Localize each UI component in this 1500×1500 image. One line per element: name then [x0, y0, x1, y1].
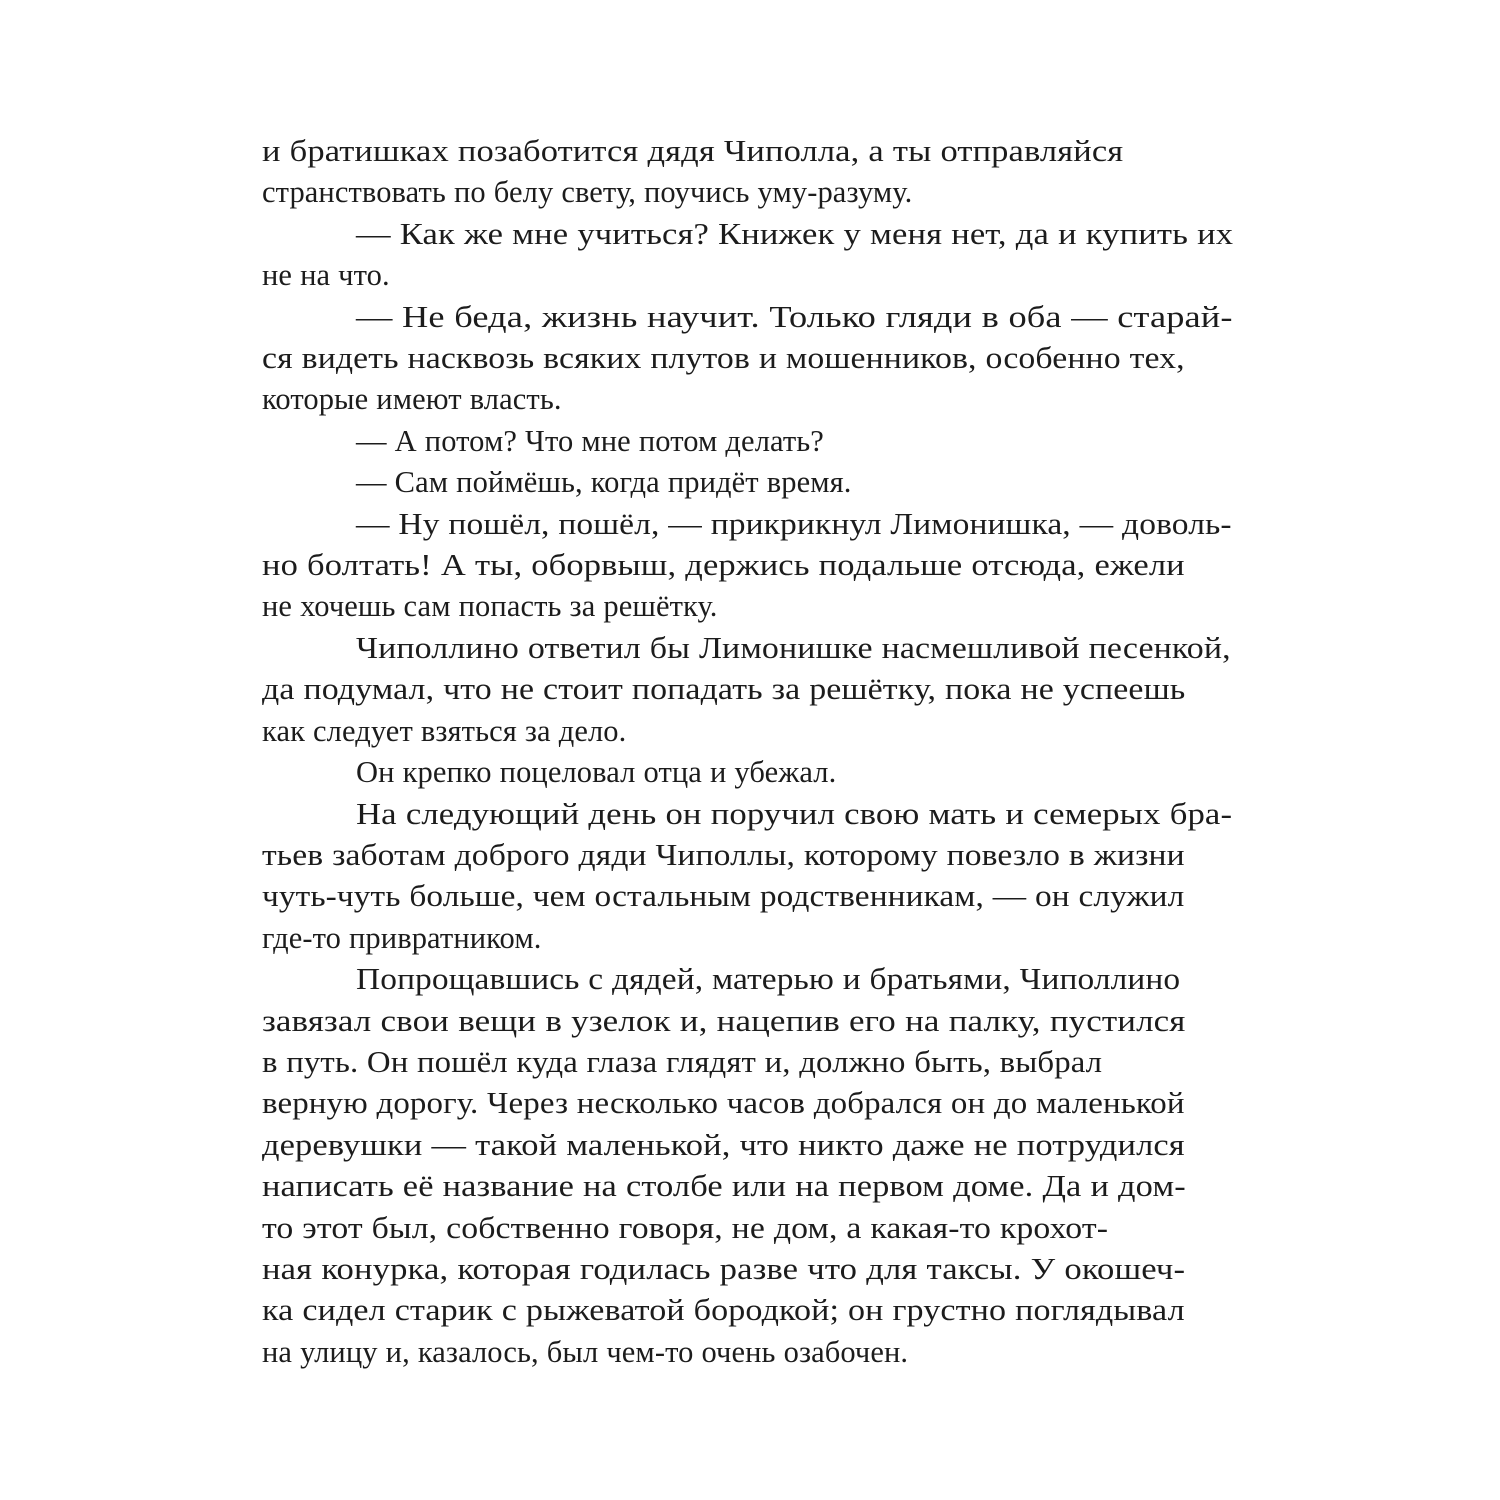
text-line: не хочешь сам попасть за решётку.	[262, 589, 718, 624]
text-line: на улицу и, казалось, был чем-то очень озабочен.	[262, 1334, 909, 1369]
paragraph	[262, 131, 1182, 214]
text-line: да подумал, что не стоит попадать за решётку, пока не успеешь	[262, 672, 1186, 707]
text-line: На следующий день он поручил свою мать и семерых бра-	[356, 796, 1233, 831]
paragraph	[262, 752, 1182, 793]
paragraph	[262, 297, 1233, 421]
text-line: — А потом? Что мне потом делать?	[356, 423, 824, 458]
text-line: странствовать по белу свету, поучись уму-разуму.	[262, 175, 913, 210]
paragraph	[262, 794, 1233, 960]
text-line: где-то привратником.	[262, 920, 542, 955]
text-line: не на что.	[262, 258, 390, 293]
text-line: — Ну пошёл, пошёл, — прикрикнул Лимонишка, — доволь-	[356, 506, 1232, 541]
text-line: но болтать! А ты, оборвыш, держись подальше отсюда, ежели	[262, 548, 1185, 583]
paragraph	[262, 462, 1182, 503]
paragraph	[262, 628, 1231, 752]
paragraph	[262, 421, 1182, 462]
text-line: Чиполлино ответил бы Лимонишке насмешливой песенкой,	[356, 630, 1231, 665]
text-line: тьев заботам доброго дяди Чиполлы, которому повезло в жизни	[262, 837, 1185, 872]
body-text-column	[262, 131, 1234, 1373]
text-line: в путь. Он пошёл куда глаза глядят и, должно быть, выбрал	[262, 1044, 1103, 1079]
text-line: — Сам поймёшь, когда придёт время.	[356, 465, 852, 500]
paragraph	[262, 959, 1186, 1373]
paragraph	[262, 214, 1234, 297]
text-line: как следует взяться за дело.	[262, 713, 627, 748]
text-line: ная конурка, которая годилась разве что для таксы. У окошеч-	[262, 1251, 1186, 1286]
text-line: — Не беда, жизнь научит. Только гляди в оба — старай-	[356, 299, 1233, 334]
text-line: и братишках позаботится дядя Чиполла, а ты отправляйся	[262, 134, 1124, 168]
text-line: написать её название на столбе или на первом доме. Да и дом-	[262, 1169, 1186, 1204]
text-line: — Как же мне учиться? Книжек у меня нет, да и купить их	[356, 216, 1234, 251]
text-line: ка сидел старик с рыжеватой бородкой; он грустно поглядывал	[262, 1293, 1185, 1328]
text-line: завязал свои вещи в узелок и, нацепив его на палку, пустился	[262, 1003, 1186, 1038]
text-line: которые имеют власть.	[262, 382, 562, 417]
text-line: деревушки — такой маленькой, что никто даже не потрудился	[262, 1127, 1185, 1162]
text-line: то этот был, собственно говоря, не дом, а какая-то крохот-	[262, 1210, 1109, 1245]
text-line: верную дорогу. Через несколько часов добрался он до маленькой	[262, 1086, 1185, 1121]
text-line: Попрощавшись с дядей, матерью и братьями, Чиполлино	[356, 962, 1181, 997]
text-line: ся видеть насквозь всяких плутов и мошенников, особенно тех,	[262, 341, 1185, 376]
paragraph	[262, 504, 1232, 628]
text-line: Он крепко поцеловал отца и убежал.	[356, 755, 837, 790]
text-line: чуть-чуть больше, чем остальным родственникам, — он служил	[262, 879, 1185, 914]
